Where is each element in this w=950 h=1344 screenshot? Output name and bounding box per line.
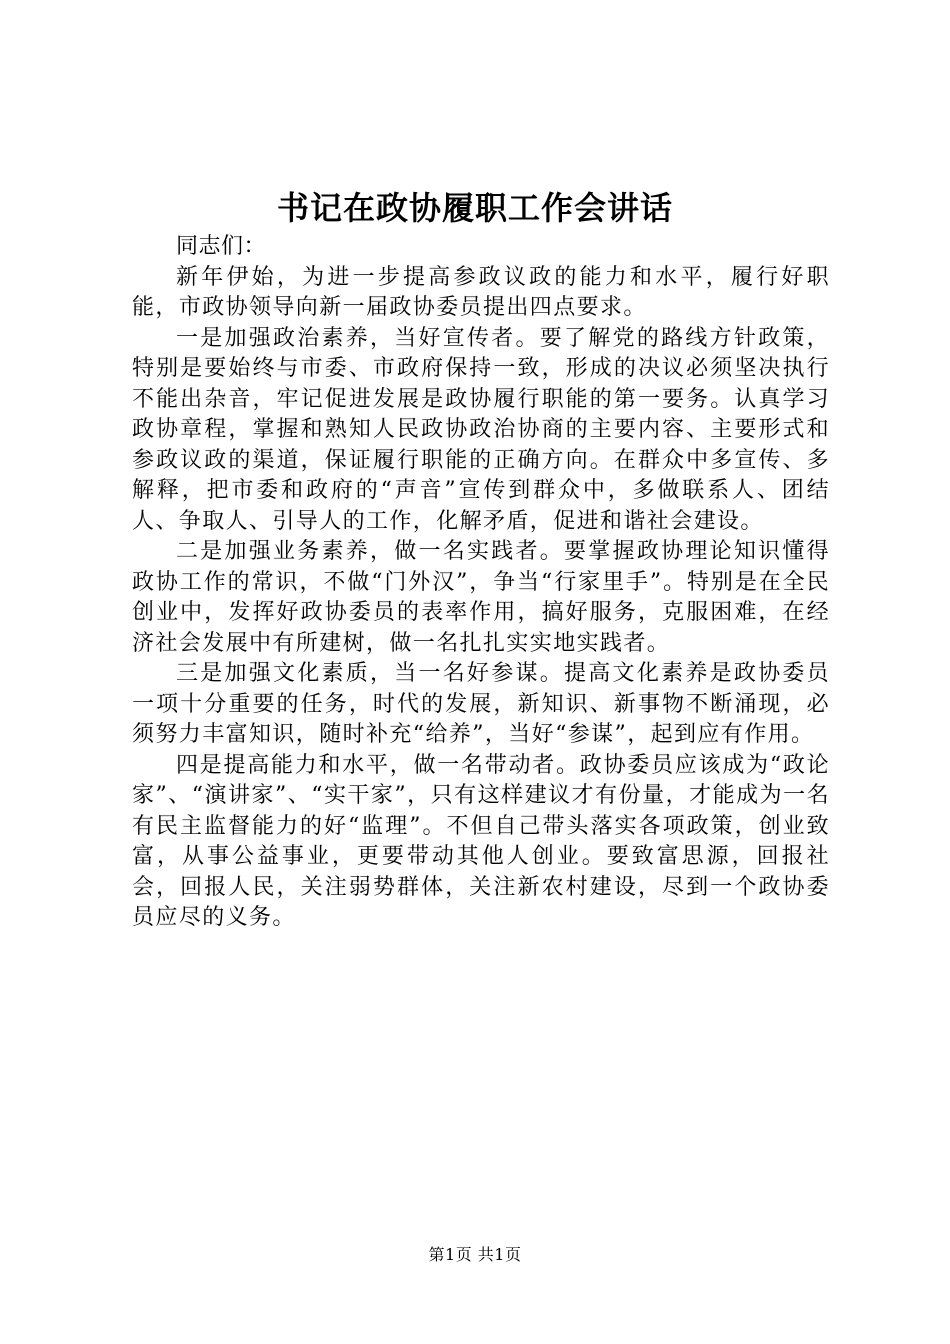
document-title: 书记在政协履职工作会讲话 [276,189,673,227]
paragraph-point-3: 三是加强文化素质，当一名好参谋。提高文化素养是政协委员一项十分重要的任务，时代的发展，新知识、新事物不断涌现，必须努力丰富知识，随时补充“给养”，当好“参谋”，起到应有作用。 [132,661,830,747]
paragraph-point-1: 一是加强政治素养，当好宣传者。要了解党的路线方针政策，特别是要始终与市委、市政府保持一致，形成的决议必须坚决执行不能出杂音，牢记促进发展是政协履行职能的第一要务。认真学习政协章程，掌握和熟知人民政协政治协商的主要内容、主要形式和参政议政的渠道，保证履行职能的正确方向。在群众中多宣传、多解释，把市委和政府的“声音”宣传到群众中，多做联系人、团结人、争取人、引导人的工作，化解矛盾，促进和谐社会建设。 [132,325,830,534]
greeting: 同志们： [176,234,267,259]
paragraph-intro: 新年伊始，为进一步提高参政议政的能力和水平，履行好职能，市政协领导向新一届政协委员提出四点要求。 [132,264,830,320]
paragraph-point-4: 四是提高能力和水平，做一名带动者。政协委员应该成为“政论家”、“演讲家”、“实干家”，只有这样建议才有份量，才能成为一名有民主监督能力的好“监理”。不但自己带头落实各项政策，创业致富，从事公益事业，更要带动其他人创业。要致富思源，回报社会，回报人民，关注弱势群体，关注新农村建设，尽到一个政协委员应尽的义务。 [132,752,830,930]
page-footer: 第1页 共1页 [428,1245,522,1264]
document-body [132,232,830,934]
paragraph-point-2: 二是加强业务素养，做一名实践者。要掌握政协理论知识懂得政协工作的常识，不做“门外汉”，争当“行家里手”。特别是在全民创业中，发挥好政协委员的表率作用，搞好服务，克服困难，在经济社会发展中有所建树，做一名扎扎实实地实践者。 [132,539,830,656]
